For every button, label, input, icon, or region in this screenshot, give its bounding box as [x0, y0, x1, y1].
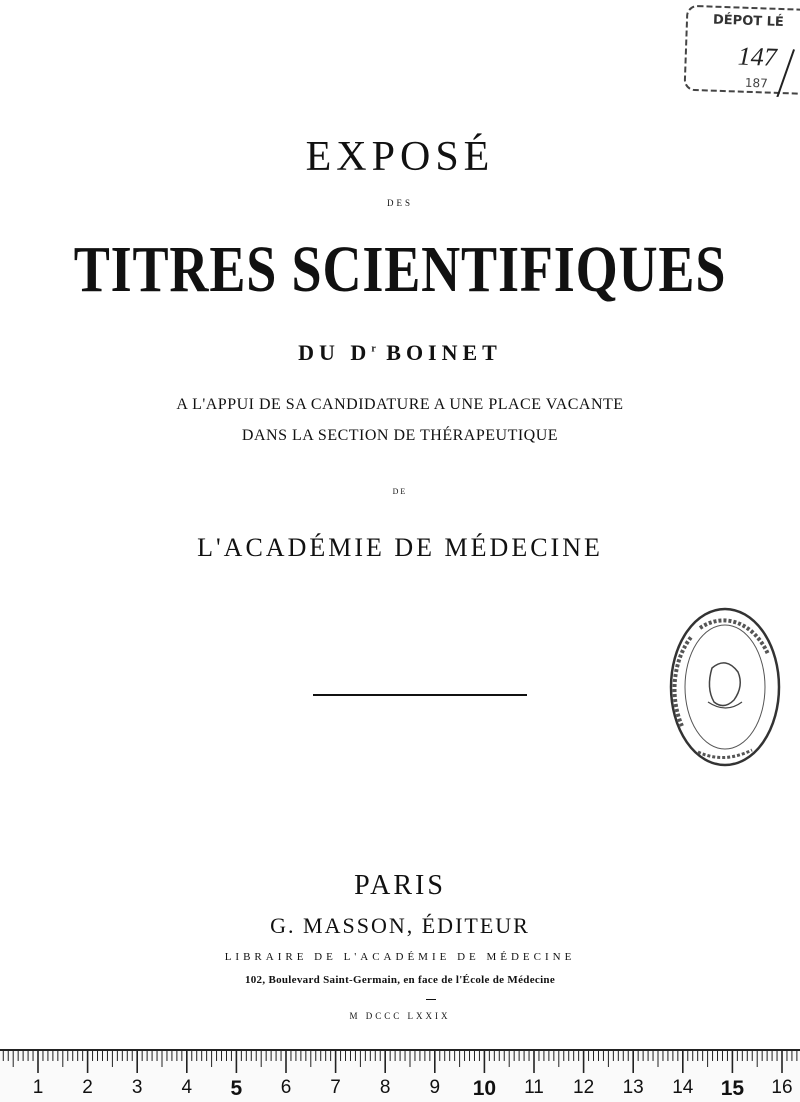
separator-rule	[313, 694, 527, 696]
academie-line: L'ACADÉMIE DE MÉDECINE	[197, 533, 603, 562]
candidature-line-1: A L'APPUI DE SA CANDIDATURE A UNE PLACE VACANTE	[176, 396, 624, 413]
ruler-number: 6	[280, 1077, 292, 1098]
ruler-number: 15	[720, 1077, 745, 1100]
candidature-line-2: DANS LA SECTION DE THÉRAPEUTIQUE	[241, 427, 559, 444]
word-de: DE	[392, 487, 408, 496]
ruler-number: 8	[379, 1077, 391, 1098]
ruler-number: 16	[771, 1077, 793, 1098]
ruler-number: 3	[131, 1077, 143, 1098]
title-titres-scientifiques: TITRES SCIENTIFIQUES	[73, 233, 727, 306]
ruler-number: 4	[181, 1077, 193, 1098]
ruler-number: 1	[32, 1077, 44, 1098]
ruler-number: 10	[472, 1077, 497, 1100]
depot-stamp-number: 147	[737, 41, 778, 72]
imprint-publisher: G. MASSON, ÉDITEUR	[270, 913, 530, 938]
author-superscript: r	[371, 343, 376, 355]
author-prefix: DU D	[298, 340, 372, 365]
ruler-number: 5	[230, 1077, 243, 1100]
imprint-city: PARIS	[354, 870, 446, 901]
word-des: DES	[386, 198, 413, 208]
imprint-address: 102, Boulevard Saint-Germain, en face de l'École de Médecine	[244, 974, 556, 986]
ruler-number: 13	[622, 1077, 644, 1098]
ruler-number: 2	[82, 1077, 93, 1098]
depot-stamp-text: DÉPOT LÉ	[712, 12, 785, 31]
imprint-dash	[426, 999, 436, 1000]
ruler-number: 9	[429, 1077, 441, 1098]
title-expose: EXPOSÉ	[305, 134, 495, 180]
ruler-number: 14	[672, 1077, 694, 1098]
ruler-number: 11	[524, 1077, 544, 1098]
imprint-date: M DCCC LXXIX	[349, 1011, 451, 1021]
depot-legal-stamp	[680, 2, 800, 99]
ruler-number: 12	[573, 1077, 595, 1098]
imprint-libraire: LIBRAIRE DE L'ACADÉMIE DE MÉDECINE	[224, 951, 576, 963]
ruler-number: 7	[330, 1077, 341, 1098]
author-line	[0, 340, 800, 366]
depot-stamp-year: 187	[744, 75, 768, 91]
author-name: BOINET	[386, 340, 502, 365]
academie-oval-stamp-icon	[668, 606, 782, 768]
